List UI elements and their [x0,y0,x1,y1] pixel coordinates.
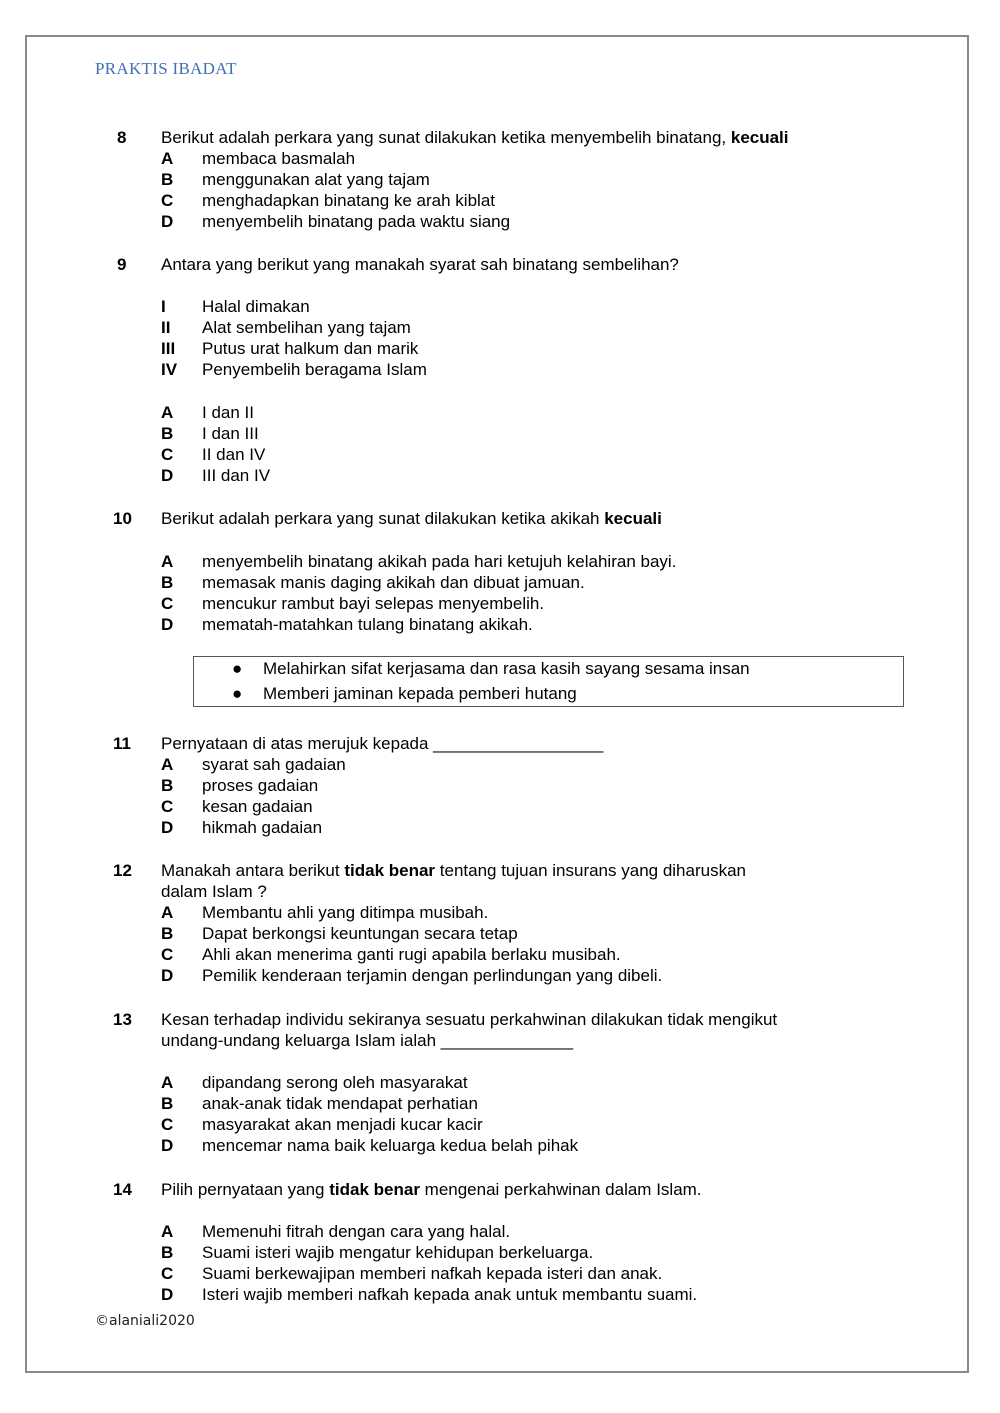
option-text: proses gadaian [202,776,319,795]
question-number: 14 [113,1180,132,1199]
option-letter: A [161,903,174,922]
statement-text: Halal dimakan [202,297,310,316]
statement-text: Penyembelih beragama Islam [202,360,427,379]
question-number: 12 [113,861,132,880]
option-letter: D [161,212,174,231]
option-text: menyembelih binatang pada waktu siang [202,212,511,231]
option-text: Membantu ahli yang ditimpa musibah. [202,903,489,922]
question-number: 11 [113,734,131,753]
option-text: dipandang serong oleh masyarakat [202,1073,468,1092]
question-stem: Berikut adalah perkara yang sunat dilakukan ketika akikah kecuali [161,509,662,528]
option-letter: A [161,755,174,774]
option-letter: B [161,1094,174,1113]
statement-text: Putus urat halkum dan marik [202,339,419,358]
option-text: menghadapkan binatang ke arah kiblat [202,191,495,210]
option-text: mencukur rambut bayi selepas menyembelih. [202,594,545,613]
option-letter: B [161,170,174,189]
statement-roman: I [161,297,166,316]
option-text: Suami berkewajipan memberi nafkah kepada isteri dan anak. [202,1264,663,1283]
option-letter: B [161,573,174,592]
option-text: menyembelih binatang akikah pada hari ketujuh kelahiran bayi. [202,552,677,571]
option-letter: C [161,945,174,964]
question-number: 8 [117,128,127,147]
option-letter: D [161,615,174,634]
option-text: menggunakan alat yang tajam [202,170,430,189]
page-header: PRAKTIS IBADAT [95,59,237,78]
bullet-icon: ● [232,684,243,703]
option-text: syarat sah gadaian [202,755,346,774]
statement-roman: III [161,339,176,358]
option-text: kesan gadaian [202,797,313,816]
option-letter: C [161,445,174,464]
copyright-footer: ©alaniali2020 [95,1313,195,1329]
statement-roman: IV [161,360,178,379]
option-text: Isteri wajib memberi nafkah kepada anak untuk membantu suami. [202,1285,698,1304]
question-number: 10 [113,509,132,528]
option-letter: A [161,1073,174,1092]
question-stem: Manakah antara berikut tidak benar tentang tujuan insurans yang diharuskan [161,861,746,880]
option-text: memasak manis daging akikah dan dibuat jamuan. [202,573,585,592]
option-text: mematah-matahkan tulang binatang akikah. [202,615,533,634]
question-stem-line2: dalam Islam ? [161,882,267,901]
option-letter: B [161,924,174,943]
question-stem: Kesan terhadap individu sekiranya sesuatu perkahwinan dilakukan tidak mengikut [161,1010,778,1029]
statement-text: Alat sembelihan yang tajam [202,318,411,337]
option-letter: A [161,403,174,422]
option-letter: C [161,1264,174,1283]
box-bullet-text: Melahirkan sifat kerjasama dan rasa kasih sayang sesama insan [263,659,750,678]
option-text: III dan IV [202,466,271,485]
option-letter: D [161,466,174,485]
option-letter: A [161,1222,174,1241]
option-text: II dan IV [202,445,266,464]
statement-roman: II [161,318,171,337]
option-text: hikmah gadaian [202,818,323,837]
option-letter: D [161,818,174,837]
option-text: I dan II [202,403,254,422]
option-letter: B [161,776,174,795]
question-stem: Pilih pernyataan yang tidak benar mengenai perkahwinan dalam Islam. [161,1180,702,1199]
option-text: anak-anak tidak mendapat perhatian [202,1094,478,1113]
option-text: Memenuhi fitrah dengan cara yang halal. [202,1222,511,1241]
option-letter: A [161,552,174,571]
question-number: 13 [113,1010,132,1029]
option-letter: C [161,1115,174,1134]
option-text: Pemilik kenderaan terjamin dengan perlindungan yang dibeli. [202,966,663,985]
question-stem-line2: undang-undang keluarga Islam ialah ______________ [161,1031,574,1050]
option-text: mencemar nama baik keluarga kedua belah pihak [202,1136,579,1155]
option-text: Suami isteri wajib mengatur kehidupan berkeluarga. [202,1243,594,1262]
question-stem: Antara yang berikut yang manakah syarat sah binatang sembelihan? [161,255,679,274]
option-letter: C [161,797,174,816]
option-letter: D [161,966,174,985]
question-stem: Pernyataan di atas merujuk kepada __________________ [161,734,604,753]
option-text: membaca basmalah [202,149,356,168]
option-letter: B [161,1243,174,1262]
question-number: 9 [117,255,127,274]
box-bullet-text: Memberi jaminan kepada pemberi hutang [263,684,577,703]
option-text: I dan III [202,424,259,443]
option-text: masyarakat akan menjadi kucar kacir [202,1115,483,1134]
option-text: Dapat berkongsi keuntungan secara tetap [202,924,518,943]
option-text: Ahli akan menerima ganti rugi apabila berlaku musibah. [202,945,621,964]
option-letter: A [161,149,174,168]
option-letter: D [161,1285,174,1304]
option-letter: D [161,1136,174,1155]
option-letter: B [161,424,174,443]
option-letter: C [161,594,174,613]
option-letter: C [161,191,174,210]
bullet-icon: ● [232,659,243,678]
question-stem: Berikut adalah perkara yang sunat dilakukan ketika menyembelih binatang, kecuali [161,128,789,147]
